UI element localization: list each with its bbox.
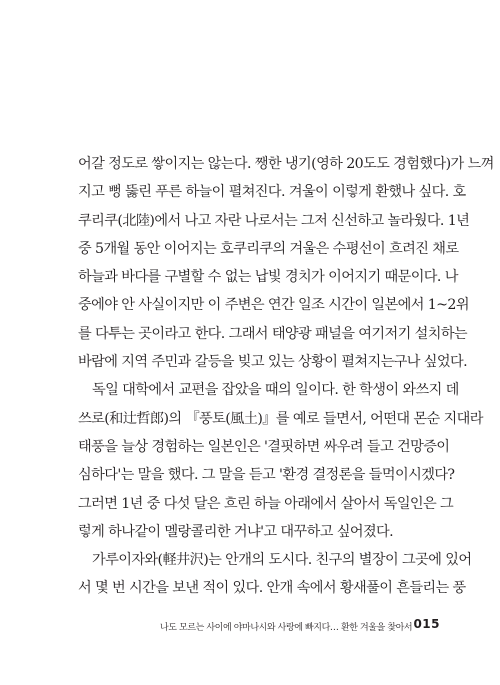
text-line-3: 쿠리쿠(北陸)에서 나고 자란 나로서는 그저 신선하고 놀라웠다. 1년 [78, 212, 470, 229]
text-line-6: 중에야 안 사실이지만 이 주변은 연간 일조 시간이 일본에서 1~2위 [78, 297, 469, 314]
text-line-9: 독일 대학에서 교편을 잡았을 때의 일이다. 한 학생이 와쓰지 데 [92, 382, 459, 399]
text-line-4: 중 5개월 동안 이어지는 호쿠리쿠의 겨울은 수평선이 흐려진 채로 [78, 240, 459, 257]
body-text [78, 150, 494, 603]
page-footer [160, 617, 440, 635]
text-line-10: 쓰로(和辻哲郎)의 『풍토(風土)』를 예로 들면서, 어떤대 몬순 지대라 [78, 410, 483, 427]
text-line-16: 서 몇 번 시간을 보낸 적이 있다. 안개 속에서 황새풀이 흔들리는 풍 [78, 580, 466, 597]
text-line-5: 하늘과 바다를 구별할 수 없는 납빛 경치가 이어지기 때문이다. 나 [78, 269, 458, 286]
running-head: 나도 모르는 사이에 야마나시와 사랑에 빠지다… 환한 겨울을 찾아서 [160, 623, 413, 633]
text-line-1: 어갈 정도로 쌓이지는 않는다. 쨍한 냉기(영하 20도도 경험했다)가 느껴 [78, 156, 494, 172]
text-line-8: 바람에 지역 주민과 갈등을 빚고 있는 상황이 펼쳐지는구나 싶었다. [78, 354, 468, 371]
text-line-2: 지고 뻥 뚫린 푸른 하늘이 펼쳐진다. 겨울이 이렇게 환했나 싶다. 호 [78, 184, 466, 201]
text-line-11: 태풍을 늘상 경험하는 일본인은 '결핏하면 싸우려 들고 건망증이 [78, 438, 450, 455]
text-line-7: 를 다투는 곳이라고 한다. 그래서 태양광 패널을 여기저기 설치하는 [78, 325, 468, 342]
text-line-15: 가루이자와(軽井沢)는 안개의 도시다. 친구의 별장이 그곳에 있어 [92, 552, 472, 569]
text-line-12: 심하다'는 말을 했다. 그 말을 듣고 '환경 결정론을 들먹이시겠다? [78, 467, 455, 484]
page-number: 015 [413, 617, 440, 631]
text-line-13: 그러면 1년 중 다섯 달은 흐린 하늘 아래에서 살아서 독일인은 그 [78, 495, 454, 512]
text-line-14: 렇게 하나같이 멜랑콜리한 거냐'고 대꾸하고 싶어졌다. [78, 523, 394, 540]
